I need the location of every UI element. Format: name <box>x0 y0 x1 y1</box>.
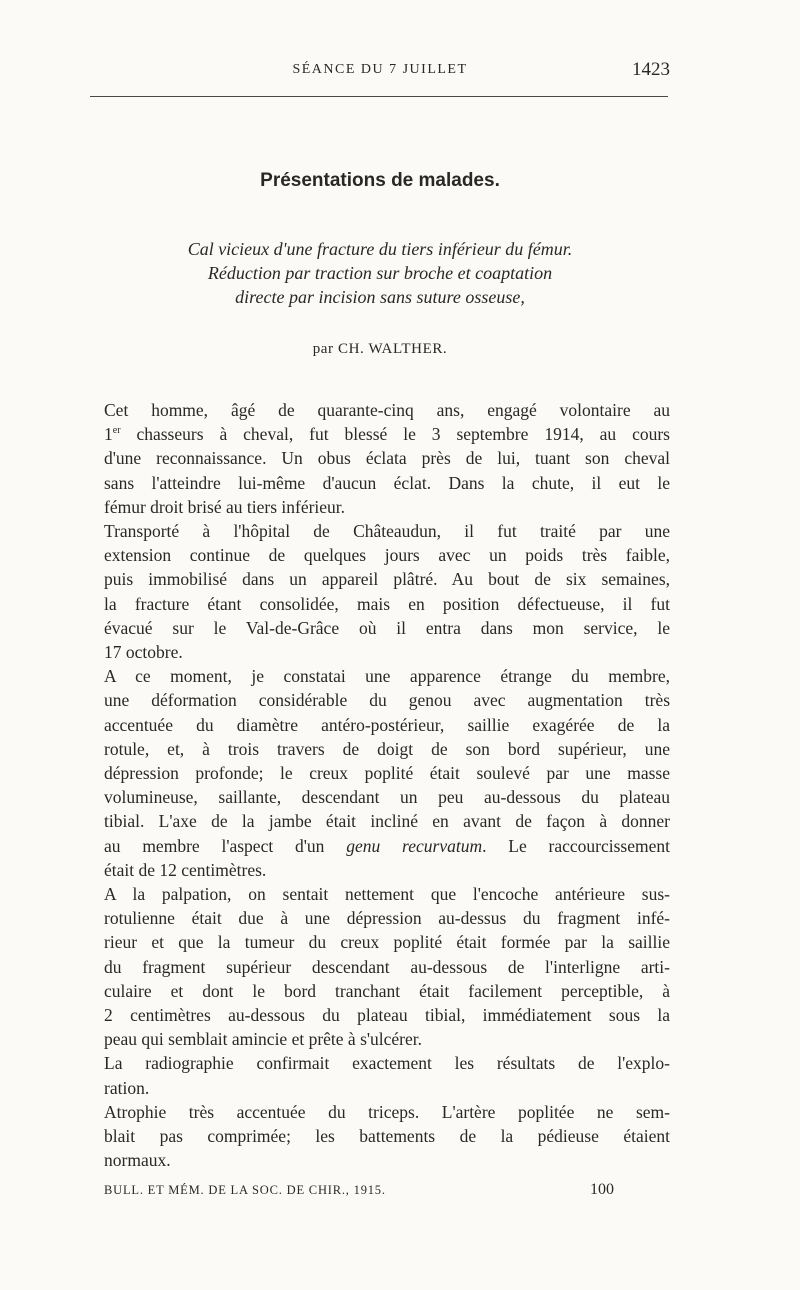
page-footer <box>104 1183 670 1205</box>
paragraph-line: A la palpation, on sentait nettement que l'encoche antérieure sus- <box>104 884 670 905</box>
paragraph-line: la fracture étant consolidée, mais en position défectueuse, il fut <box>104 593 670 614</box>
signature-number: 100 <box>590 1181 614 1198</box>
paragraph-line: Atrophie très accentuée du triceps. L'artère poplitée ne sem- <box>104 1101 670 1122</box>
running-head <box>90 60 670 84</box>
paragraph <box>104 519 670 664</box>
article-title-line-3: directe par incision sans suture osseuse, <box>235 287 525 307</box>
paragraph-line: 17 octobre. <box>104 642 183 663</box>
paragraph-line: Transporté à l'hôpital de Châteaudun, il fut traité par une <box>104 521 670 542</box>
paragraph-line: une déformation considérable du genou avec augmentation très <box>104 690 670 711</box>
paragraph-line: d'une reconnaissance. Un obus éclata près de lui, tuant son cheval <box>104 448 670 469</box>
author-byline: par CH. WALTHER. <box>312 341 448 357</box>
header-rule <box>90 96 668 97</box>
paragraph-line: ration. <box>104 1077 150 1098</box>
paragraph-line: accentuée du diamètre antéro-postérieur, saillie exagérée de la <box>104 714 670 735</box>
paragraph <box>104 1100 670 1173</box>
paragraph-line: rotulienne était due à une dépression au-dessus du fragment infé- <box>104 908 670 929</box>
paragraph-line: A ce moment, je constatai une apparence étrange du membre, <box>104 666 670 687</box>
article-title-line-1: Cal vicieux d'une fracture du tiers inférieur du fémur. <box>187 239 573 259</box>
article-title-line-2: Réduction par traction sur broche et coaptation <box>207 263 553 283</box>
paragraph-line: au membre l'aspect d'un genu recurvatum. Le raccourcissement <box>104 835 671 856</box>
paragraph-line: extension continue de quelques jours avec un poids très faible, <box>104 545 670 566</box>
paragraph <box>104 398 670 519</box>
paragraph-line: culaire et dont le bord tranchant était facilement perceptible, à <box>104 980 670 1001</box>
paragraph-line: blait pas comprimée; les battements de la pédieuse étaient <box>104 1126 670 1147</box>
paragraph-line: dépression profonde; le creux poplité était soulevé par une masse <box>104 763 670 784</box>
article-title <box>90 237 670 309</box>
paragraph-line: Cet homme, âgé de quarante-cinq ans, engagé volontaire au <box>104 400 670 420</box>
paragraph-line: fémur droit brisé au tiers inférieur. <box>104 496 346 517</box>
paragraph-line: rotule, et, à trois travers de doigt de son bord supérieur, une <box>104 738 670 759</box>
paragraph-line: évacué sur le Val-de-Grâce où il entra dans mon service, le <box>104 617 670 638</box>
running-title: SÉANCE DU 7 JUILLET <box>292 62 468 77</box>
paragraph-line: peau qui semblait amincie et prête à s'ulcérer. <box>104 1029 423 1050</box>
paragraph <box>104 1051 670 1099</box>
paragraph-line: du fragment supérieur descendant au-dessous de l'interligne arti- <box>104 956 670 977</box>
journal-reference: BULL. ET MÉM. DE LA SOC. DE CHIR., 1915. <box>104 1183 386 1197</box>
paragraph-line: volumineuse, saillante, descendant un peu au-dessous du plateau <box>104 787 670 808</box>
paragraph-line: puis immobilisé dans un appareil plâtré. Au bout de six semaines, <box>104 569 670 590</box>
paragraph <box>104 882 670 1051</box>
paragraph <box>104 664 670 882</box>
paragraph-line: La radiographie confirmait exactement les résultats de l'explo- <box>104 1053 670 1074</box>
paragraph-line: 2 centimètres au-dessous du plateau tibial, immédiatement sous la <box>104 1005 670 1026</box>
paragraph-line: sans l'atteindre lui-même d'aucun éclat. Dans la chute, il eut le <box>104 472 670 493</box>
paragraph-line: 1er chasseurs à cheval, fut blessé le 3 septembre 1914, au cours <box>104 424 670 445</box>
body-text <box>104 398 670 1173</box>
section-title: Présentations de malades. <box>260 170 500 191</box>
paragraph-line: rieur et que la tumeur du creux poplité était formée par la saillie <box>104 932 670 953</box>
paragraph-line: était de 12 centimètres. <box>104 859 267 880</box>
paragraph-line: tibial. L'axe de la jambe était incliné en avant de façon à donner <box>104 811 670 832</box>
page-number: 1423 <box>632 59 670 80</box>
paragraph-line: normaux. <box>104 1150 171 1171</box>
